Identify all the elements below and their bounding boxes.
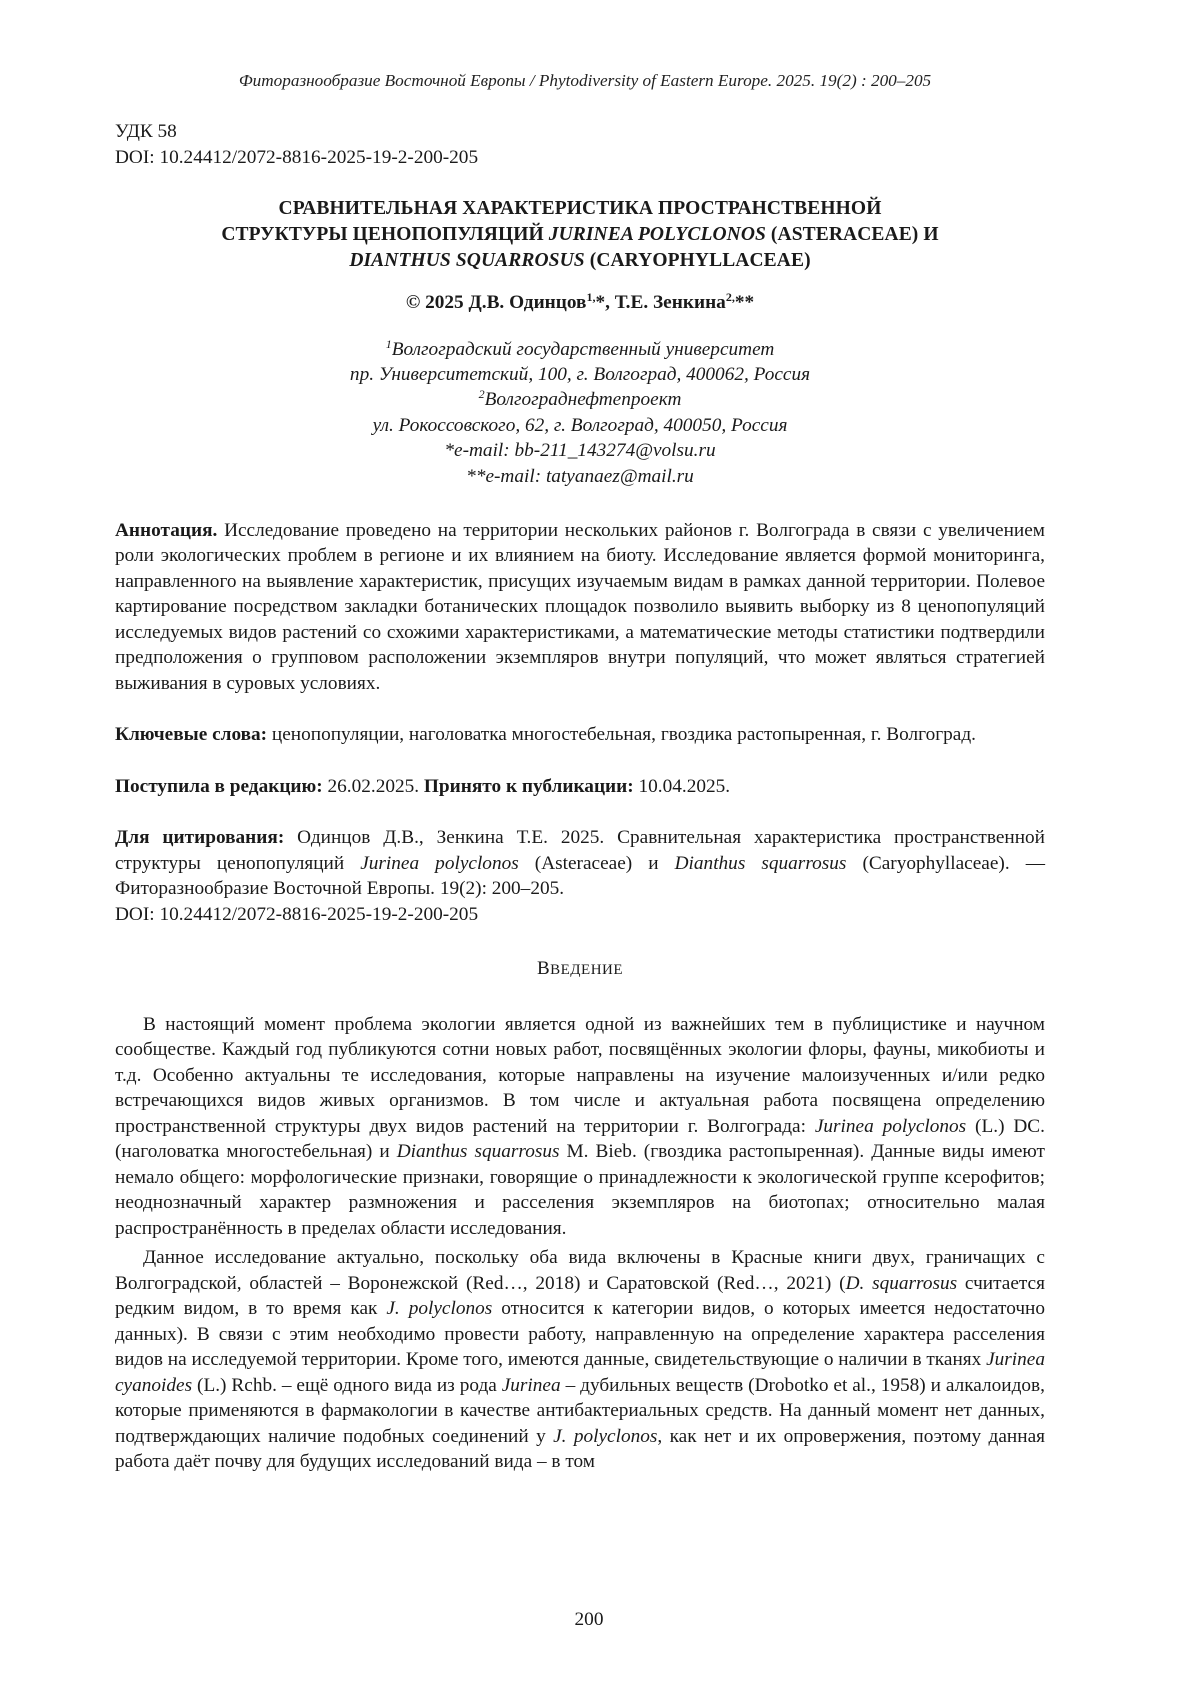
abstract-label: Аннотация. (115, 520, 217, 541)
dates-line: Поступила в редакцию: 26.02.2025. Принято к публикации: 10.04.2025. (115, 774, 1045, 800)
keywords: Ключевые слова: ценопопуляции, наголоватка многостебельная, гвоздика растопыренная, г. Волгоград. (115, 722, 1045, 748)
affiliation-2: 2Волгограднефтепроект (115, 387, 1045, 412)
author-2: Т.Е. Зенкина (615, 292, 726, 313)
paper-page (0, 0, 1200, 1697)
keywords-label: Ключевые слова: (115, 724, 267, 745)
doi-line: DOI: 10.24412/2072-8816-2025-19-2-200-205 (115, 145, 1045, 171)
page-number: 200 (0, 1607, 1200, 1633)
affiliation-2-address: ул. Рокоссовского, 62, г. Волгоград, 400050, Россия (115, 413, 1045, 438)
title-line-3: DIANTHUS SQUARROSUS (CARYOPHYLLACEAE) (115, 248, 1045, 274)
title-species-2: DIANTHUS SQUARROSUS (349, 250, 584, 271)
affiliations (115, 337, 1045, 489)
citation: Для цитирования: Одинцов Д.В., Зенкина Т.Е. 2025. Сравнительная характеристика пространственной структуры ценопопуляций Jurinea polyclonos (Asteraceae) и Dianthus squarrosus (Caryophyllaceae). — Фиторазнообразие Восточной Европы. 19(2): 200–205. DOI: 10.24412/2072-8816-2025-19-2-200-205 (115, 825, 1045, 927)
title-line-2: СТРУКТУРЫ ЦЕНОПОПУЛЯЦИЙ JURINEA POLYCLONOS (ASTERACEAE) И (115, 222, 1045, 248)
affiliation-1-address: пр. Университетский, 100, г. Волгоград, 400062, Россия (115, 362, 1045, 387)
abstract: Аннотация. Исследование проведено на территории нескольких районов г. Волгограда в связи с увеличением роли экологических проблем в регионе и их влиянием на биоту. Исследование является формой мониторинга, направленного на выявление характеристик, присущих изучаемым видам в рамках данной территории. Полевое картирование посредством закладки ботанических площадок позволило выявить выборку из 8 ценопопуляций исследуемых видов растений со схожими характеристиками, а математические методы статистики подтвердили предположения о групповом расположении экземпляров внутри популяций, что может являться стратегией выживания в суровых условиях. (115, 518, 1045, 697)
title-line-1: СРАВНИТЕЛЬНАЯ ХАРАКТЕРИСТИКА ПРОСТРАНСТВЕННОЙ (115, 196, 1045, 222)
affiliation-1: 1Волгоградский государственный университет (115, 337, 1045, 362)
udk-line: УДК 58 (115, 119, 1045, 145)
section-heading-introduction: ВВЕДЕНИЕ (115, 956, 1045, 984)
citation-label: Для цитирования: (115, 827, 284, 848)
intro-paragraph-1: В настоящий момент проблема экологии является одной из важнейших тем в публицистике и научном сообществе. Каждый год публикуются сотни новых работ, посвящённых экологии флоры, фауны, микобиоты и т.д. Особенно актуальны те исследования, которые направлены на изучение малоизученных и/или редко встречающихся видов живых организмов. В том числе и актуальная работа посвящена определению пространственной структуры двух видов растений на территории г. Волгограда: Jurinea polyclonos (L.) DC. (наголоватка многостебельная) и Dianthus squarrosus M. Bieb. (гвоздика растопыренная). Данные виды имеют немало общего: морфологические признаки, говорящие о принадлежности к экологической группе ксерофитов; неоднозначный характер размножения и расселения экземпляров на биотопах; относительно малая распространённость в пределах области исследования. (115, 1012, 1045, 1242)
article-title (115, 196, 1045, 274)
running-head: Фиторазнообразие Восточной Европы / Phytodiversity of Eastern Europe. 2025. 19(2) : 200–205 (125, 70, 1045, 92)
title-species-1: JURINEA POLYCLONOS (549, 224, 766, 245)
email-2[interactable]: **e-mail: tatyanaez@mail.ru (115, 464, 1045, 489)
citation-doi[interactable]: DOI: 10.24412/2072-8816-2025-19-2-200-205 (115, 904, 478, 925)
author-1: © 2025 Д.В. Одинцов (406, 292, 587, 313)
authors-line: © 2025 Д.В. Одинцов1,*, Т.Е. Зенкина2,** (115, 290, 1045, 316)
intro-paragraph-2: Данное исследование актуально, поскольку оба вида включены в Красные книги двух, граничащих с Волгоградской, областей – Воронежской (Red…, 2018) и Саратовской (Red…, 2021) (D. squarrosus считается редким видом, в то время как J. polyclonos относится к категории видов, о которых имеется недостаточно данных). В связи с этим необходимо провести работу, направленную на определение характера расселения видов на исследуемой территории. Кроме того, имеются данные, свидетельствующие о наличии в тканях Jurinea cyanoides (L.) Rchb. – ещё одного вида из рода Jurinea – дубильных веществ (Drobotko et al., 1958) и алкалоидов, которые применяются в фармакологии в качестве антибактериальных средств. На данный момент нет данных, подтверждающих наличие подобных соединений у J. polyclonos, как нет и их опровержения, поэтому данная работа даёт почву для будущих исследований вида – в том (115, 1245, 1045, 1475)
email-1[interactable]: *e-mail: bb-211_143274@volsu.ru (115, 438, 1045, 463)
